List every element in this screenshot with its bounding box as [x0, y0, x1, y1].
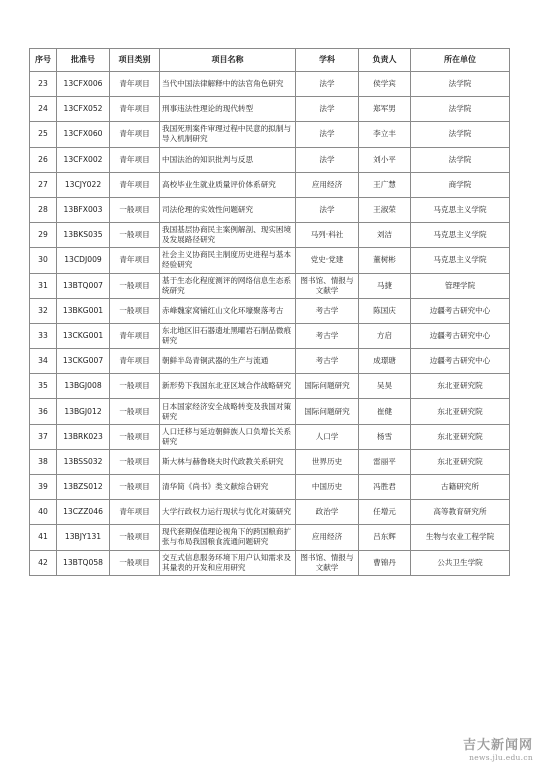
projects-table — [29, 48, 510, 576]
cell-col-discipline: 国际问题研究 — [296, 374, 359, 399]
header-col-discipline: 学科 — [296, 49, 359, 72]
cell-col-unit: 商学院 — [411, 172, 510, 197]
cell-col-unit: 公共卫生学院 — [411, 550, 510, 575]
cell-col-category: 一般项目 — [110, 399, 160, 424]
cell-col-seq: 25 — [30, 122, 57, 147]
cell-col-leader: 李立丰 — [359, 122, 411, 147]
cell-col-discipline: 人口学 — [296, 424, 359, 449]
cell-col-discipline: 马列·科社 — [296, 223, 359, 248]
cell-col-project-name: 当代中国法律解释中的法官角色研究 — [160, 72, 296, 97]
cell-col-project-name: 斯大林与赫鲁晓夫时代政教关系研究 — [160, 449, 296, 474]
cell-col-leader: 陈国庆 — [359, 298, 411, 323]
cell-col-approval-no: 13CFX006 — [57, 72, 110, 97]
cell-col-seq: 37 — [30, 424, 57, 449]
cell-col-discipline: 世界历史 — [296, 449, 359, 474]
cell-col-category: 青年项目 — [110, 97, 160, 122]
cell-col-leader: 董树彬 — [359, 248, 411, 273]
cell-col-project-name: 人口迁移与延边朝鲜族人口负增长关系研究 — [160, 424, 296, 449]
cell-col-category: 一般项目 — [110, 374, 160, 399]
cell-col-category: 一般项目 — [110, 525, 160, 550]
cell-col-seq: 27 — [30, 172, 57, 197]
cell-col-seq: 26 — [30, 147, 57, 172]
cell-col-category: 青年项目 — [110, 349, 160, 374]
cell-col-category: 青年项目 — [110, 323, 160, 348]
cell-col-approval-no: 13BRK023 — [57, 424, 110, 449]
cell-col-leader: 雷丽平 — [359, 449, 411, 474]
table-row — [30, 349, 510, 374]
table-row — [30, 550, 510, 575]
cell-col-unit: 马克思主义学院 — [411, 248, 510, 273]
cell-col-approval-no: 13BSS032 — [57, 449, 110, 474]
cell-col-leader: 曹锦丹 — [359, 550, 411, 575]
cell-col-discipline: 中国历史 — [296, 475, 359, 500]
cell-col-discipline: 法学 — [296, 122, 359, 147]
table-row — [30, 399, 510, 424]
cell-col-approval-no: 13BFX003 — [57, 197, 110, 222]
cell-col-unit: 边疆考古研究中心 — [411, 349, 510, 374]
cell-col-seq: 41 — [30, 525, 57, 550]
cell-col-category: 一般项目 — [110, 223, 160, 248]
table-body — [30, 72, 510, 576]
cell-col-unit: 法学院 — [411, 72, 510, 97]
cell-col-unit: 马克思主义学院 — [411, 223, 510, 248]
cell-col-approval-no: 13CDJ009 — [57, 248, 110, 273]
cell-col-seq: 24 — [30, 97, 57, 122]
table-row — [30, 122, 510, 147]
cell-col-unit: 生物与农业工程学院 — [411, 525, 510, 550]
table-row — [30, 72, 510, 97]
site-watermark — [463, 734, 533, 762]
cell-col-leader: 刘洁 — [359, 223, 411, 248]
cell-col-category: 一般项目 — [110, 449, 160, 474]
table-row — [30, 97, 510, 122]
cell-col-project-name: 我国死刑案件审理过程中民意的拟制与导入机制研究 — [160, 122, 296, 147]
cell-col-leader: 侯学宾 — [359, 72, 411, 97]
cell-col-unit: 古籍研究所 — [411, 475, 510, 500]
cell-col-project-name: 高校毕业生就业质量评价体系研究 — [160, 172, 296, 197]
cell-col-leader: 马捷 — [359, 273, 411, 298]
header-col-seq: 序号 — [30, 49, 57, 72]
cell-col-category: 一般项目 — [110, 298, 160, 323]
watermark-url: news.jlu.edu.cn — [469, 753, 533, 762]
cell-col-seq: 39 — [30, 475, 57, 500]
cell-col-discipline: 法学 — [296, 147, 359, 172]
header-col-unit: 所在单位 — [411, 49, 510, 72]
watermark-name: 吉大新闻网 — [462, 738, 533, 753]
cell-col-discipline: 国际问题研究 — [296, 399, 359, 424]
header-col-approval-no: 批准号 — [57, 49, 110, 72]
cell-col-project-name: 东北地区旧石器遗址黑曜岩石制品微痕研究 — [160, 323, 296, 348]
cell-col-leader: 吴昊 — [359, 374, 411, 399]
cell-col-project-name: 中国法治的知识批判与反思 — [160, 147, 296, 172]
cell-col-seq: 38 — [30, 449, 57, 474]
cell-col-leader: 刘小平 — [359, 147, 411, 172]
cell-col-discipline: 应用经济 — [296, 172, 359, 197]
cell-col-approval-no: 13BTQ007 — [57, 273, 110, 298]
cell-col-discipline: 图书馆、情报与文献学 — [296, 550, 359, 575]
cell-col-seq: 42 — [30, 550, 57, 575]
cell-col-discipline: 法学 — [296, 97, 359, 122]
cell-col-project-name: 基于生态化程度测评的网络信息生态系统研究 — [160, 273, 296, 298]
cell-col-approval-no: 13BTQ058 — [57, 550, 110, 575]
cell-col-unit: 高等教育研究所 — [411, 500, 510, 525]
cell-col-approval-no: 13BGJ012 — [57, 399, 110, 424]
cell-col-unit: 法学院 — [411, 122, 510, 147]
cell-col-category: 一般项目 — [110, 424, 160, 449]
cell-col-approval-no: 13BKG001 — [57, 298, 110, 323]
table-row — [30, 273, 510, 298]
cell-col-seq: 31 — [30, 273, 57, 298]
cell-col-unit: 东北亚研究院 — [411, 449, 510, 474]
cell-col-project-name: 清华简《尚书》类文献综合研究 — [160, 475, 296, 500]
cell-col-approval-no: 13CJY022 — [57, 172, 110, 197]
cell-col-approval-no: 13BGJ008 — [57, 374, 110, 399]
cell-col-project-name: 刑事违法性理论的现代转型 — [160, 97, 296, 122]
cell-col-unit: 东北亚研究院 — [411, 424, 510, 449]
cell-col-unit: 东北亚研究院 — [411, 399, 510, 424]
cell-col-category: 一般项目 — [110, 197, 160, 222]
cell-col-leader: 王广慧 — [359, 172, 411, 197]
header-col-project-name: 项目名称 — [160, 49, 296, 72]
cell-col-unit: 边疆考古研究中心 — [411, 298, 510, 323]
table-row — [30, 449, 510, 474]
table-header-row — [30, 49, 510, 72]
cell-col-approval-no: 13CZZ046 — [57, 500, 110, 525]
cell-col-seq: 28 — [30, 197, 57, 222]
cell-col-seq: 29 — [30, 223, 57, 248]
cell-col-project-name: 日本国家经济安全战略转变及我国对策研究 — [160, 399, 296, 424]
cell-col-project-name: 赤峰魏家窝铺红山文化环壕聚落考古 — [160, 298, 296, 323]
cell-col-leader: 郑军男 — [359, 97, 411, 122]
cell-col-approval-no: 13BKS035 — [57, 223, 110, 248]
cell-col-discipline: 图书馆、情报与文献学 — [296, 273, 359, 298]
cell-col-category: 青年项目 — [110, 172, 160, 197]
table-row — [30, 147, 510, 172]
cell-col-discipline: 考古学 — [296, 298, 359, 323]
cell-col-leader: 吕东辉 — [359, 525, 411, 550]
cell-col-unit: 法学院 — [411, 97, 510, 122]
cell-col-project-name: 我国基层协商民主案例解剖、现实困境及发展路径研究 — [160, 223, 296, 248]
cell-col-seq: 32 — [30, 298, 57, 323]
cell-col-approval-no: 13CFX002 — [57, 147, 110, 172]
cell-col-approval-no: 13CKG001 — [57, 323, 110, 348]
table-row — [30, 374, 510, 399]
cell-col-seq: 30 — [30, 248, 57, 273]
cell-col-category: 青年项目 — [110, 500, 160, 525]
header-col-leader: 负责人 — [359, 49, 411, 72]
cell-col-unit: 法学院 — [411, 147, 510, 172]
cell-col-approval-no: 13CFX060 — [57, 122, 110, 147]
cell-col-seq: 34 — [30, 349, 57, 374]
cell-col-category: 一般项目 — [110, 475, 160, 500]
cell-col-category: 青年项目 — [110, 122, 160, 147]
cell-col-approval-no: 13BZS012 — [57, 475, 110, 500]
table-row — [30, 197, 510, 222]
cell-col-unit: 马克思主义学院 — [411, 197, 510, 222]
cell-col-seq: 36 — [30, 399, 57, 424]
cell-col-leader: 成璟瑭 — [359, 349, 411, 374]
cell-col-seq: 35 — [30, 374, 57, 399]
cell-col-seq: 23 — [30, 72, 57, 97]
cell-col-leader: 任增元 — [359, 500, 411, 525]
cell-col-project-name: 新形势下我国东北亚区域合作战略研究 — [160, 374, 296, 399]
table-row — [30, 223, 510, 248]
table-row — [30, 525, 510, 550]
cell-col-approval-no: 13CKG007 — [57, 349, 110, 374]
cell-col-discipline: 法学 — [296, 72, 359, 97]
table-row — [30, 475, 510, 500]
cell-col-project-name: 社会主义协商民主制度历史进程与基本经验研究 — [160, 248, 296, 273]
cell-col-project-name: 朝鲜半岛青铜武器的生产与流通 — [160, 349, 296, 374]
cell-col-unit: 管理学院 — [411, 273, 510, 298]
table-row — [30, 298, 510, 323]
cell-col-discipline: 考古学 — [296, 323, 359, 348]
cell-col-category: 青年项目 — [110, 248, 160, 273]
cell-col-project-name: 现代套期保值理论视角下的跨国粮商扩张与布局我国粮食流通问题研究 — [160, 525, 296, 550]
cell-col-category: 青年项目 — [110, 72, 160, 97]
cell-col-discipline: 考古学 — [296, 349, 359, 374]
cell-col-category: 青年项目 — [110, 147, 160, 172]
cell-col-approval-no: 13CFX052 — [57, 97, 110, 122]
cell-col-approval-no: 13BJY131 — [57, 525, 110, 550]
cell-col-discipline: 政治学 — [296, 500, 359, 525]
cell-col-seq: 33 — [30, 323, 57, 348]
cell-col-project-name: 大学行政权力运行现状与优化对策研究 — [160, 500, 296, 525]
cell-col-leader: 王淑荣 — [359, 197, 411, 222]
cell-col-leader: 杨雪 — [359, 424, 411, 449]
cell-col-leader: 方启 — [359, 323, 411, 348]
cell-col-unit: 东北亚研究院 — [411, 374, 510, 399]
cell-col-discipline: 法学 — [296, 197, 359, 222]
cell-col-seq: 40 — [30, 500, 57, 525]
cell-col-project-name: 司法伦理的实效性问题研究 — [160, 197, 296, 222]
cell-col-discipline: 应用经济 — [296, 525, 359, 550]
cell-col-unit: 边疆考古研究中心 — [411, 323, 510, 348]
table-row — [30, 424, 510, 449]
cell-col-category: 一般项目 — [110, 273, 160, 298]
header-col-category: 项目类别 — [110, 49, 160, 72]
table-row — [30, 500, 510, 525]
table-row — [30, 248, 510, 273]
cell-col-discipline: 党史·党建 — [296, 248, 359, 273]
cell-col-category: 一般项目 — [110, 550, 160, 575]
table-row — [30, 323, 510, 348]
cell-col-leader: 崔健 — [359, 399, 411, 424]
cell-col-leader: 冯胜君 — [359, 475, 411, 500]
table-row — [30, 172, 510, 197]
cell-col-project-name: 交互式信息服务环境下用户认知需求及其量表的开发和应用研究 — [160, 550, 296, 575]
